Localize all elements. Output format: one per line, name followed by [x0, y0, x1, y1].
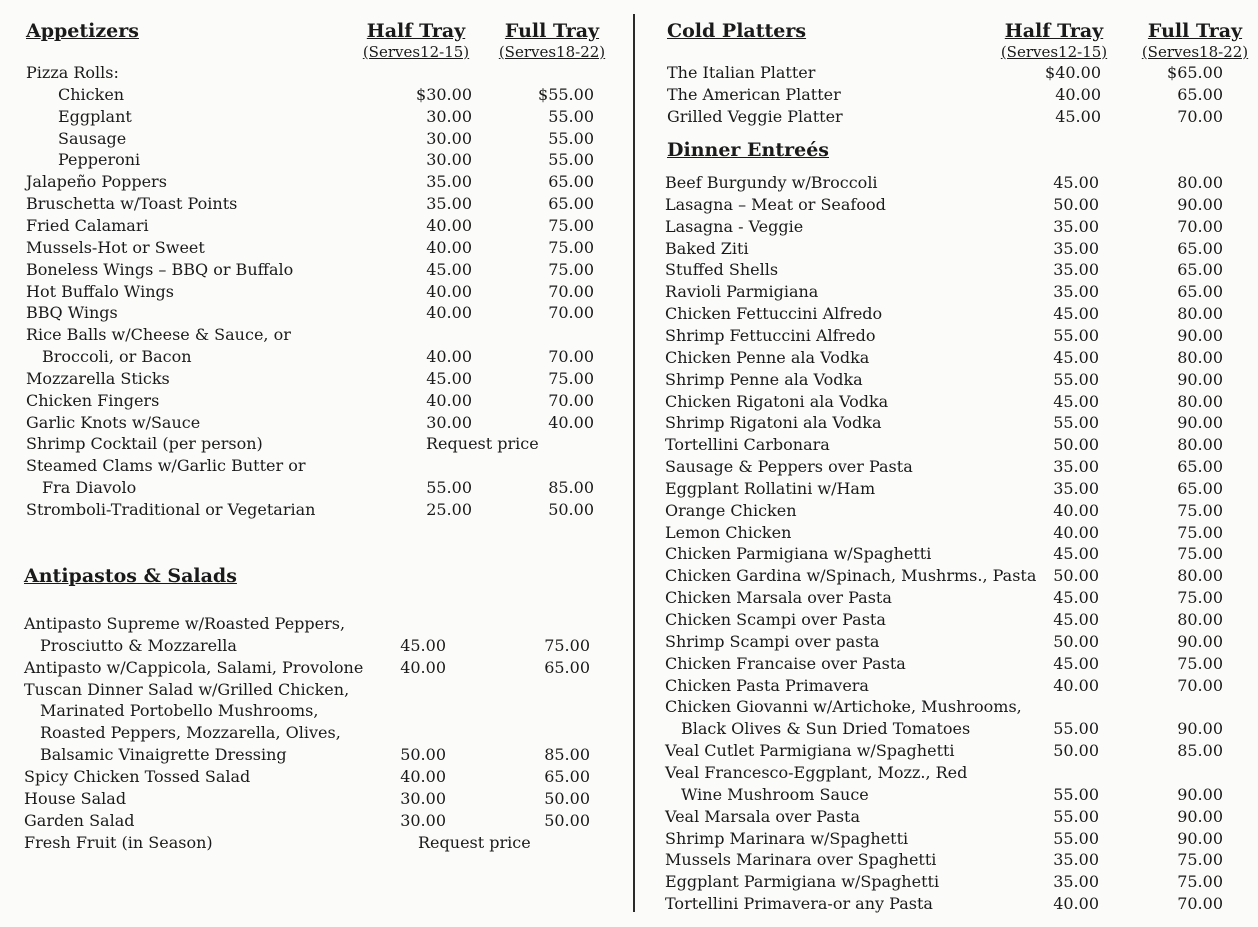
menu-item-row	[665, 259, 1227, 281]
half-tray-header	[358, 18, 474, 61]
full-tray-price: 75.00	[1177, 850, 1223, 870]
item-name: Lasagna - Veggie	[665, 216, 804, 236]
item-name: Black Olives & Sun Dried Tomatoes	[681, 719, 971, 739]
half-tray-price: 45.00	[1055, 106, 1101, 126]
full-tray-price: 50.00	[544, 788, 590, 808]
half-tray-price: 30.00	[400, 788, 446, 808]
item-name: Wine Mushroom Sauce	[681, 784, 869, 804]
full-tray-price: 75.00	[548, 237, 594, 257]
half-tray-price: 35.00	[1053, 850, 1099, 870]
item-name: Mussels Marinara over Spaghetti	[665, 850, 937, 870]
menu-item-row	[26, 368, 606, 390]
item-name: Sausage & Peppers over Pasta	[665, 457, 913, 477]
half-tray-price: 35.00	[426, 194, 472, 214]
half-tray-price: 45.00	[1053, 173, 1099, 192]
full-tray-price: 75.00	[1177, 544, 1223, 564]
half-tray-price: 50.00	[1053, 631, 1099, 651]
full-tray-price: 65.00	[544, 766, 590, 786]
item-name: Pepperoni	[58, 150, 141, 170]
menu-item-row	[665, 609, 1227, 631]
half-tray-price: 50.00	[1053, 741, 1099, 761]
item-name: Broccoli, or Bacon	[42, 347, 192, 367]
item-name: Steamed Clams w/Garlic Butter or	[26, 456, 306, 476]
item-name: Lemon Chicken	[665, 522, 792, 542]
item-name: Grilled Veggie Platter	[667, 106, 843, 126]
half-tray-price: 40.00	[400, 657, 446, 677]
full-tray-price: 85.00	[1177, 741, 1223, 761]
item-name: Tortellini Primavera-or any Pasta	[665, 894, 933, 914]
menu-item-row	[26, 455, 606, 477]
menu-item-row	[24, 679, 606, 701]
request-price: Request price	[418, 832, 531, 852]
half-tray-price: 55.00	[1053, 806, 1099, 826]
full-tray-price: 80.00	[1177, 391, 1223, 411]
item-name: Chicken Scampi over Pasta	[665, 610, 886, 629]
menu-item-row	[26, 149, 606, 171]
full-tray-price: 90.00	[1177, 631, 1223, 651]
full-tray-price: 80.00	[1177, 610, 1223, 629]
half-tray-price: 50.00	[1053, 566, 1099, 586]
full-tray-price: 90.00	[1177, 784, 1223, 804]
half-tray-price: 45.00	[1053, 391, 1099, 411]
half-tray-price: 40.00	[1053, 522, 1099, 542]
item-name: Chicken Marsala over Pasta	[665, 588, 892, 608]
full-tray-price: 65.00	[1177, 282, 1223, 302]
menu-item-row	[26, 84, 606, 106]
menu-item-row	[24, 766, 606, 788]
menu-item-row	[665, 543, 1227, 565]
section-title-antipastos: Antipastos & Salads	[24, 565, 237, 587]
full-tray-price: 75.00	[1177, 653, 1223, 673]
menu-item-row	[26, 128, 606, 150]
menu-item-row	[665, 478, 1227, 500]
menu-item-row	[665, 325, 1227, 347]
item-name: Pizza Rolls:	[26, 63, 119, 82]
item-name: Veal Marsala over Pasta	[665, 806, 860, 826]
full-tray-price: 55.00	[548, 150, 594, 170]
item-name: Rice Balls w/Cheese & Sauce, or	[26, 325, 291, 345]
half-tray-price: 55.00	[1053, 413, 1099, 433]
half-tray-price: 45.00	[426, 368, 472, 388]
half-tray-price: 40.00	[426, 347, 472, 367]
full-tray-price: 70.00	[1177, 894, 1223, 914]
menu-item-row	[24, 657, 606, 679]
menu-item-row	[26, 171, 606, 193]
menu-item-row	[665, 412, 1227, 434]
half-tray-price: 35.00	[1053, 282, 1099, 302]
full-tray-serves: (Serves18-22)	[498, 43, 606, 61]
half-tray-price: 40.00	[1053, 894, 1099, 914]
menu-item-row	[665, 172, 1227, 194]
full-tray-price: 70.00	[1177, 675, 1223, 695]
full-tray-price: 90.00	[1177, 828, 1223, 848]
half-tray-price: 35.00	[1053, 457, 1099, 477]
half-tray-label-right: Half Tray	[1004, 20, 1104, 42]
menu-item-row	[667, 106, 1227, 128]
full-tray-price: 55.00	[548, 106, 594, 126]
section-title-cold-platters: Cold Platters	[667, 20, 807, 42]
half-tray-price: $40.00	[1045, 63, 1101, 82]
item-name: Stromboli-Traditional or Vegetarian	[26, 500, 316, 519]
item-name: Shrimp Rigatoni ala Vodka	[665, 413, 882, 433]
menu-item-row	[665, 806, 1227, 828]
item-name: Roasted Peppers, Mozzarella, Olives,	[40, 723, 341, 743]
half-tray-price: 35.00	[1053, 216, 1099, 236]
menu-item-row	[667, 84, 1227, 106]
full-tray-price: 65.00	[548, 194, 594, 214]
half-tray-price: 55.00	[1053, 784, 1099, 804]
menu-item-row	[24, 613, 606, 635]
full-tray-price: 75.00	[544, 635, 590, 655]
item-name: Veal Cutlet Parmigiana w/Spaghetti	[665, 741, 955, 761]
item-name: Jalapeño Poppers	[26, 172, 167, 192]
full-tray-price: 75.00	[1177, 872, 1223, 892]
menu-item-row	[665, 216, 1227, 238]
half-tray-price: 25.00	[426, 500, 472, 519]
menu-item-row	[665, 369, 1227, 391]
menu-item-row	[24, 810, 606, 832]
item-name: Marinated Portobello Mushrooms,	[40, 701, 319, 721]
full-tray-price: 85.00	[544, 745, 590, 765]
menu-item-row	[26, 193, 606, 215]
half-tray-price: 40.00	[426, 215, 472, 235]
menu-item-row	[24, 722, 606, 744]
menu-item-row	[24, 700, 606, 722]
half-tray-price: 30.00	[400, 810, 446, 830]
menu-item-row	[26, 433, 606, 455]
menu-item-row	[26, 346, 606, 368]
item-name: Prosciutto & Mozzarella	[40, 635, 237, 655]
item-name: Eggplant Parmigiana w/Spaghetti	[665, 872, 940, 892]
half-tray-price: 55.00	[1053, 325, 1099, 345]
item-name: Chicken Gardina w/Spinach, Mushrms., Pasta	[665, 566, 1037, 586]
full-tray-price: 65.00	[1177, 238, 1223, 258]
menu-item-row	[26, 281, 606, 303]
item-name: Boneless Wings – BBQ or Buffalo	[26, 259, 294, 279]
half-tray-price: 45.00	[1053, 347, 1099, 367]
item-name: Beef Burgundy w/Broccoli	[665, 173, 878, 192]
menu-item-row	[665, 238, 1227, 260]
full-tray-price: 50.00	[544, 810, 590, 830]
half-tray-price: 55.00	[426, 478, 472, 498]
menu-item-row	[26, 477, 606, 499]
item-name: Garden Salad	[24, 810, 135, 830]
item-name: Shrimp Cocktail (per person)	[26, 434, 263, 454]
menu-item-row	[26, 412, 606, 434]
half-tray-price: 35.00	[1053, 872, 1099, 892]
menu-item-row	[665, 587, 1227, 609]
menu-item-row	[665, 631, 1227, 653]
full-tray-price: 80.00	[1177, 173, 1223, 192]
full-tray-price: 70.00	[548, 390, 594, 410]
item-name: Antipasto Supreme w/Roasted Peppers,	[24, 614, 346, 633]
half-tray-price: 40.00	[400, 766, 446, 786]
full-tray-price: 70.00	[1177, 106, 1223, 126]
half-tray-price: 30.00	[426, 150, 472, 170]
item-name: The Italian Platter	[667, 63, 816, 82]
item-name: Eggplant Rollatini w/Ham	[665, 478, 876, 498]
menu-item-row	[665, 281, 1227, 303]
menu-item-row	[665, 500, 1227, 522]
item-name: Fresh Fruit (in Season)	[24, 832, 213, 852]
full-tray-price: 90.00	[1177, 719, 1223, 739]
item-name: Orange Chicken	[665, 500, 797, 520]
full-tray-price: 70.00	[548, 347, 594, 367]
half-tray-price: 45.00	[1053, 610, 1099, 629]
full-tray-price: 70.00	[1177, 216, 1223, 236]
item-name: Shrimp Fettuccini Alfredo	[665, 325, 876, 345]
item-name: The American Platter	[667, 84, 841, 104]
item-name: Chicken Penne ala Vodka	[665, 347, 870, 367]
full-tray-serves-right: (Serves18-22)	[1141, 43, 1249, 61]
half-tray-price: 40.00	[426, 390, 472, 410]
full-tray-price: 75.00	[548, 368, 594, 388]
full-tray-label-right: Full Tray	[1147, 20, 1243, 42]
item-name: Hot Buffalo Wings	[26, 281, 174, 301]
item-name: Sausage	[58, 128, 127, 148]
column-divider	[633, 14, 635, 912]
half-tray-price: 55.00	[1053, 369, 1099, 389]
half-tray-serves: (Serves12-15)	[362, 43, 470, 61]
full-tray-price: 65.00	[1177, 478, 1223, 498]
full-tray-price: 90.00	[1177, 413, 1223, 433]
item-name: Mozzarella Sticks	[26, 368, 170, 388]
menu-item-row	[665, 194, 1227, 216]
item-name: Chicken Fingers	[26, 390, 160, 410]
item-name: Shrimp Marinara w/Spaghetti	[665, 828, 909, 848]
item-name: Chicken Giovanni w/Artichoke, Mushrooms,	[665, 697, 1022, 717]
item-name: Shrimp Penne ala Vodka	[665, 369, 863, 389]
menu-item-row	[26, 390, 606, 412]
item-name: BBQ Wings	[26, 303, 118, 323]
half-tray-price: 35.00	[1053, 260, 1099, 280]
menu-item-row	[24, 832, 606, 854]
item-name: Fried Calamari	[26, 215, 149, 235]
item-name: Ravioli Parmigiana	[665, 282, 819, 302]
item-name: Antipasto w/Cappicola, Salami, Provolone	[24, 657, 364, 677]
item-name: Chicken Parmigiana w/Spaghetti	[665, 544, 932, 564]
half-tray-header-right	[995, 18, 1113, 61]
full-tray-price: 80.00	[1177, 566, 1223, 586]
half-tray-price: 50.00	[1053, 435, 1099, 455]
item-name: Baked Ziti	[665, 238, 749, 258]
menu-item-row	[667, 62, 1227, 84]
item-name: Veal Francesco-Eggplant, Mozz., Red	[665, 762, 968, 782]
menu-item-row	[665, 456, 1227, 478]
full-tray-price: 80.00	[1177, 304, 1223, 324]
full-tray-price: 75.00	[1177, 500, 1223, 520]
half-tray-price: 40.00	[1053, 675, 1099, 695]
full-tray-price: 70.00	[548, 281, 594, 301]
half-tray-price: 30.00	[426, 412, 472, 432]
item-name: Chicken Pasta Primavera	[665, 675, 869, 695]
menu-item-row	[665, 893, 1227, 915]
half-tray-price: 40.00	[426, 303, 472, 323]
menu-item-row	[665, 696, 1227, 718]
full-tray-price: $55.00	[538, 84, 594, 104]
menu-item-row	[665, 434, 1227, 456]
half-tray-price: 40.00	[1053, 500, 1099, 520]
full-tray-price: 80.00	[1177, 347, 1223, 367]
full-tray-price: 75.00	[548, 215, 594, 235]
item-name: Spicy Chicken Tossed Salad	[24, 766, 251, 786]
half-tray-label: Half Tray	[366, 20, 466, 42]
menu-item-row	[26, 259, 606, 281]
item-name: Fra Diavolo	[42, 478, 137, 498]
section-title-dinner-entrees: Dinner Entreés	[667, 139, 829, 161]
full-tray-label: Full Tray	[504, 20, 600, 42]
full-tray-price: 70.00	[548, 303, 594, 323]
item-name: Chicken Francaise over Pasta	[665, 653, 906, 673]
menu-item-row	[24, 744, 606, 766]
full-tray-price: 90.00	[1177, 325, 1223, 345]
half-tray-price: 40.00	[426, 237, 472, 257]
item-name: Chicken Rigatoni ala Vodka	[665, 391, 889, 411]
half-tray-price: 55.00	[1053, 828, 1099, 848]
half-tray-price: 35.00	[426, 172, 472, 192]
item-name: Bruschetta w/Toast Points	[26, 194, 238, 214]
item-name: Stuffed Shells	[665, 260, 779, 280]
full-tray-price: 50.00	[548, 500, 594, 519]
full-tray-price: 65.00	[544, 657, 590, 677]
full-tray-price: 85.00	[548, 478, 594, 498]
half-tray-price: 45.00	[1053, 304, 1099, 324]
menu-item-row	[665, 522, 1227, 544]
menu-item-row	[665, 303, 1227, 325]
full-tray-price: 40.00	[548, 412, 594, 432]
item-name: Shrimp Scampi over pasta	[665, 631, 880, 651]
half-tray-price: 55.00	[1053, 719, 1099, 739]
half-tray-price: 45.00	[426, 259, 472, 279]
full-tray-price: 65.00	[548, 172, 594, 192]
menu-item-row	[26, 215, 606, 237]
item-name: Eggplant	[58, 106, 132, 126]
menu-item-row	[665, 675, 1227, 697]
menu-item-row	[26, 106, 606, 128]
half-tray-price: 40.00	[1055, 84, 1101, 104]
item-name: Chicken Fettuccini Alfredo	[665, 304, 883, 324]
item-name: Tuscan Dinner Salad w/Grilled Chicken,	[24, 679, 350, 699]
menu-item-row	[26, 499, 606, 521]
menu-item-row	[26, 302, 606, 324]
full-tray-price: 75.00	[1177, 522, 1223, 542]
menu-item-row	[665, 849, 1227, 871]
half-tray-price: 50.00	[1053, 194, 1099, 214]
item-name: Balsamic Vinaigrette Dressing	[40, 745, 287, 765]
menu-item-row	[665, 718, 1227, 740]
half-tray-price: 35.00	[1053, 478, 1099, 498]
full-tray-price: 90.00	[1177, 194, 1223, 214]
menu-item-row	[26, 324, 606, 346]
half-tray-price: 30.00	[426, 128, 472, 148]
full-tray-price: 65.00	[1177, 84, 1223, 104]
full-tray-price: 75.00	[548, 259, 594, 279]
menu-item-row	[665, 391, 1227, 413]
menu-item-row	[26, 237, 606, 259]
full-tray-price: 80.00	[1177, 435, 1223, 455]
menu-item-row	[24, 635, 606, 657]
half-tray-serves-right: (Serves12-15)	[1000, 43, 1108, 61]
full-tray-price: 90.00	[1177, 369, 1223, 389]
request-price: Request price	[426, 434, 539, 454]
item-name: House Salad	[24, 788, 127, 808]
item-name: Garlic Knots w/Sauce	[26, 412, 201, 432]
menu-item-row	[665, 762, 1227, 784]
half-tray-price: 40.00	[426, 281, 472, 301]
half-tray-price: 45.00	[400, 635, 446, 655]
half-tray-price: 45.00	[1053, 653, 1099, 673]
menu-item-row	[665, 347, 1227, 369]
half-tray-price: 30.00	[426, 106, 472, 126]
full-tray-header	[494, 18, 610, 61]
menu-item-row	[665, 828, 1227, 850]
menu-item-row	[665, 653, 1227, 675]
menu-item-row	[665, 740, 1227, 762]
half-tray-price: 50.00	[400, 745, 446, 765]
full-tray-price: 55.00	[548, 128, 594, 148]
full-tray-header-right	[1137, 18, 1253, 61]
item-name: Lasagna – Meat or Seafood	[665, 194, 886, 214]
menu-item-row	[665, 784, 1227, 806]
menu-item-row	[665, 871, 1227, 893]
menu-item-row	[665, 565, 1227, 587]
item-name: Tortellini Carbonara	[665, 435, 830, 455]
half-tray-price: $30.00	[416, 84, 472, 104]
full-tray-price: 65.00	[1177, 457, 1223, 477]
half-tray-price: 45.00	[1053, 544, 1099, 564]
item-name: Mussels-Hot or Sweet	[26, 237, 205, 257]
menu-item-row	[24, 788, 606, 810]
full-tray-price: 75.00	[1177, 588, 1223, 608]
menu-item-row	[26, 62, 606, 84]
half-tray-price: 35.00	[1053, 238, 1099, 258]
full-tray-price: 65.00	[1177, 260, 1223, 280]
item-name: Chicken	[58, 84, 125, 104]
half-tray-price: 45.00	[1053, 588, 1099, 608]
full-tray-price: 90.00	[1177, 806, 1223, 826]
section-title-appetizers: Appetizers	[26, 20, 139, 42]
full-tray-price: $65.00	[1167, 63, 1223, 82]
